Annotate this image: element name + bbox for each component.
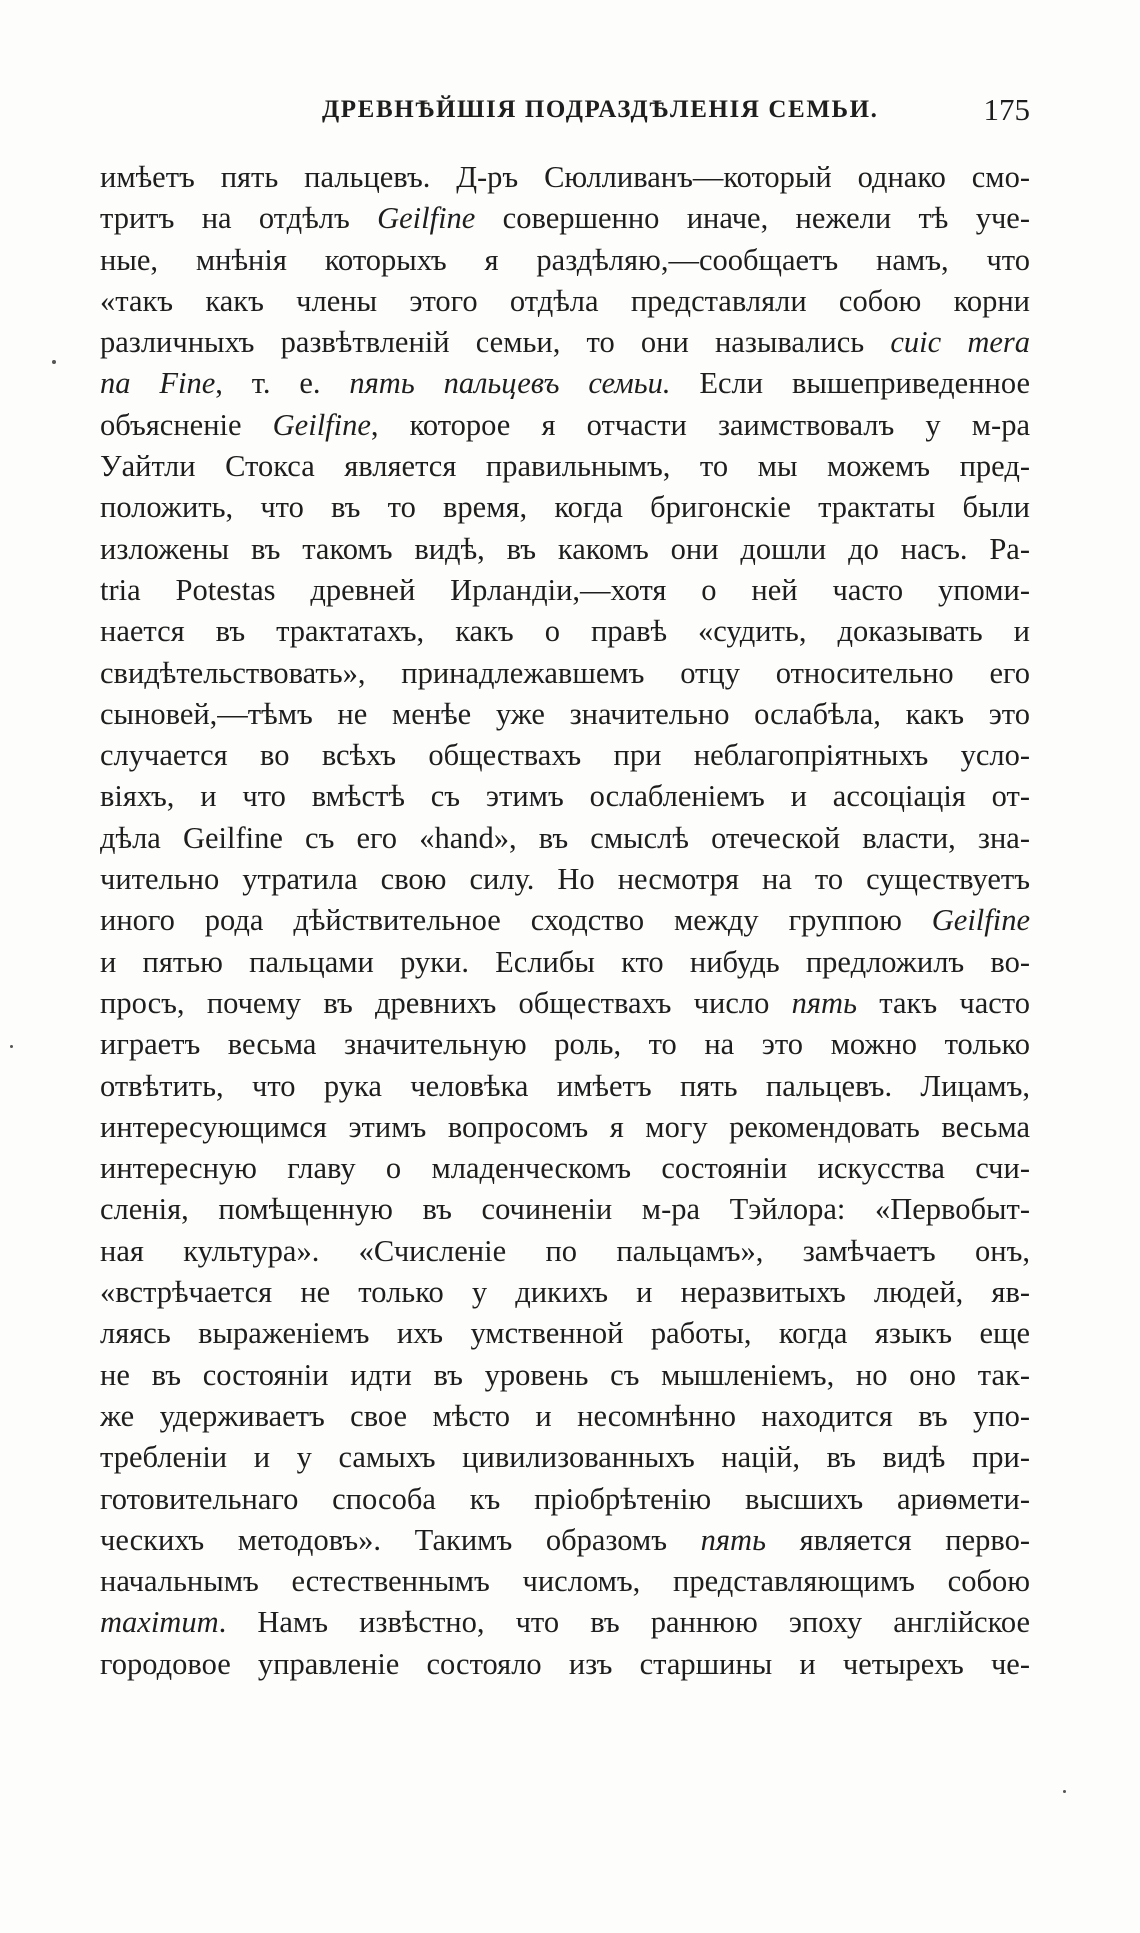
text-run: сыновей,—тѣмъ не менѣе уже значительно ослабѣла, какъ это — [100, 696, 1030, 731]
italic-text: пять — [700, 1522, 766, 1557]
italic-text: Geilfine — [377, 201, 476, 236]
text-run: чительно утратила свою силу. Но несмотря на то существуетъ — [100, 862, 1030, 897]
text-run: ные, мнѣнія которыхъ я раздѣляю,—сообщаетъ намъ, что — [100, 242, 1030, 277]
text-run: изложены въ такомъ видѣ, въ какомъ они дошли до насъ. Pa- — [100, 531, 1030, 566]
text-line — [100, 1561, 1030, 1602]
text-run: «такъ какъ члены этого отдѣла представляли собою корни — [100, 283, 1030, 318]
text-line — [100, 1437, 1030, 1478]
text-run: дѣла Geilfine съ его «hand», въ смыслѣ отеческой власти, зна- — [100, 820, 1030, 855]
text-line — [100, 1272, 1030, 1313]
text-line — [100, 1107, 1030, 1148]
text-line — [100, 198, 1030, 239]
print-speck — [52, 360, 56, 364]
text-run: городовое управленіе состояло изъ старшины и четырехъ че- — [100, 1646, 1030, 1681]
text-run: начальнымъ естественнымъ числомъ, представляющимъ собою — [100, 1564, 1030, 1599]
text-line — [100, 694, 1030, 735]
text-line — [100, 240, 1030, 281]
text-line — [100, 900, 1030, 941]
text-line — [100, 487, 1030, 528]
page-header — [100, 92, 1030, 132]
running-title: ДРЕВНѢЙШІЯ ПОДРАЗДѢЛЕНІЯ СЕМЬИ. — [322, 96, 879, 123]
body-text — [100, 157, 1030, 1685]
text-run: готовительнаго способа къ пріобрѣтенію высшихъ ариѳмети- — [100, 1481, 1030, 1516]
text-run: объясненіе — [100, 407, 273, 442]
text-line — [100, 322, 1030, 363]
italic-text: Geilfine — [931, 903, 1030, 938]
text-line — [100, 1602, 1030, 1643]
text-line — [100, 405, 1030, 446]
text-line — [100, 983, 1030, 1024]
text-run: просъ, почему въ древнихъ обществахъ число — [100, 985, 792, 1020]
text-line — [100, 363, 1030, 404]
text-run: такъ часто — [856, 985, 1030, 1020]
text-run: tria Potestas древней Ирландіи,—хотя о ней часто упоми- — [100, 572, 1030, 607]
text-line — [100, 776, 1030, 817]
text-line — [100, 157, 1030, 198]
print-speck — [1063, 1790, 1066, 1793]
text-line — [100, 1520, 1030, 1561]
text-line — [100, 1231, 1030, 1272]
text-line — [100, 859, 1030, 900]
text-line — [100, 942, 1030, 983]
text-run: не въ состояніи идти въ уровень съ мышленіемъ, но оно так- — [100, 1357, 1030, 1392]
text-run: интересующимся этимъ вопросомъ я могу рекомендовать весьма — [100, 1109, 1030, 1144]
text-run: ческихъ методовъ». Такимъ образомъ — [100, 1522, 701, 1557]
text-run: нается въ трактатахъ, какъ о правѣ «судить, доказывать и — [100, 614, 1030, 649]
text-run: , т. е. — [215, 366, 350, 401]
text-run: , которое я отчасти заимствовалъ у м-ра — [370, 407, 1030, 442]
page-number: 175 — [983, 92, 1030, 127]
text-run: ляясь выраженіемъ ихъ умственной работы, когда языкъ еще — [100, 1316, 1030, 1351]
text-run: имѣетъ пять пальцевъ. Д-ръ Сюлливанъ—который однако смо- — [100, 160, 1030, 194]
text-line — [100, 446, 1030, 487]
text-line — [100, 818, 1030, 859]
text-run: совершенно иначе, нежели тѣ уче- — [475, 201, 1030, 236]
italic-text: maximum — [100, 1605, 219, 1640]
text-run: ная культура». «Счисленіе по пальцамъ», замѣчаетъ онъ, — [100, 1233, 1030, 1268]
text-line — [100, 653, 1030, 694]
text-run: . Намъ извѣстно, что въ раннюю эпоху англійское — [218, 1605, 1030, 1640]
italic-text: na Fine — [100, 366, 216, 401]
italic-text: Geilfine — [272, 407, 371, 442]
text-run: сленія, помѣщенную въ сочиненіи м-ра Тэйлора: «Первобыт- — [100, 1192, 1030, 1227]
text-run: интересную главу о младенческомъ состояніи искусства счи- — [100, 1151, 1030, 1186]
text-run: свидѣтельствовать», принадлежавшемъ отцу относительно его — [100, 655, 1030, 690]
text-line — [100, 570, 1030, 611]
italic-text: пять — [791, 985, 857, 1020]
text-line — [100, 1479, 1030, 1520]
text-line — [100, 1644, 1030, 1685]
text-run: является перво- — [765, 1522, 1030, 1557]
text-line — [100, 1024, 1030, 1065]
text-run: Уайтли Стокса является правильнымъ, то мы можемъ пред- — [100, 449, 1030, 484]
text-run: требленіи и у самыхъ цивилизованныхъ націй, въ видѣ при- — [100, 1440, 1030, 1475]
text-line — [100, 1148, 1030, 1189]
text-line — [100, 1396, 1030, 1437]
text-line — [100, 1355, 1030, 1396]
print-speck — [10, 1045, 13, 1048]
text-run: различныхъ развѣтвленій семьи, то они назывались — [100, 325, 891, 360]
text-run: случается во всѣхъ обществахъ при неблагопріятныхъ усло- — [100, 738, 1030, 773]
text-run: отвѣтить, что рука человѣка имѣетъ пять пальцевъ. Лицамъ, — [100, 1068, 1030, 1103]
text-line — [100, 281, 1030, 322]
italic-text: cuic mera — [890, 325, 1030, 360]
text-run: тритъ на отдѣлъ — [100, 201, 378, 236]
text-line — [100, 611, 1030, 652]
text-run: віяхъ, и что вмѣстѣ съ этимъ ослабленіемъ и ассоціація от- — [100, 779, 1030, 814]
text-run: Если вышеприведенное — [670, 366, 1030, 401]
text-run: положить, что въ то время, когда бригонскіе трактаты были — [100, 490, 1030, 525]
text-run: играетъ весьма значительную роль, то на это можно только — [100, 1027, 1030, 1062]
text-line — [100, 735, 1030, 776]
text-line — [100, 529, 1030, 570]
italic-text: пять пальцевъ семьи. — [349, 366, 671, 401]
text-run: иного рода дѣйствительное сходство между группою — [100, 903, 932, 938]
text-line — [100, 1189, 1030, 1230]
text-run: и пятью пальцами руки. Еслибы кто нибудь предложилъ во- — [100, 944, 1030, 979]
text-line — [100, 1066, 1030, 1107]
text-run: же удерживаетъ свое мѣсто и несомнѣнно находится въ упо- — [100, 1398, 1030, 1433]
text-line — [100, 1313, 1030, 1354]
text-run: «встрѣчается не только у дикихъ и неразвитыхъ людей, яв- — [100, 1275, 1030, 1310]
